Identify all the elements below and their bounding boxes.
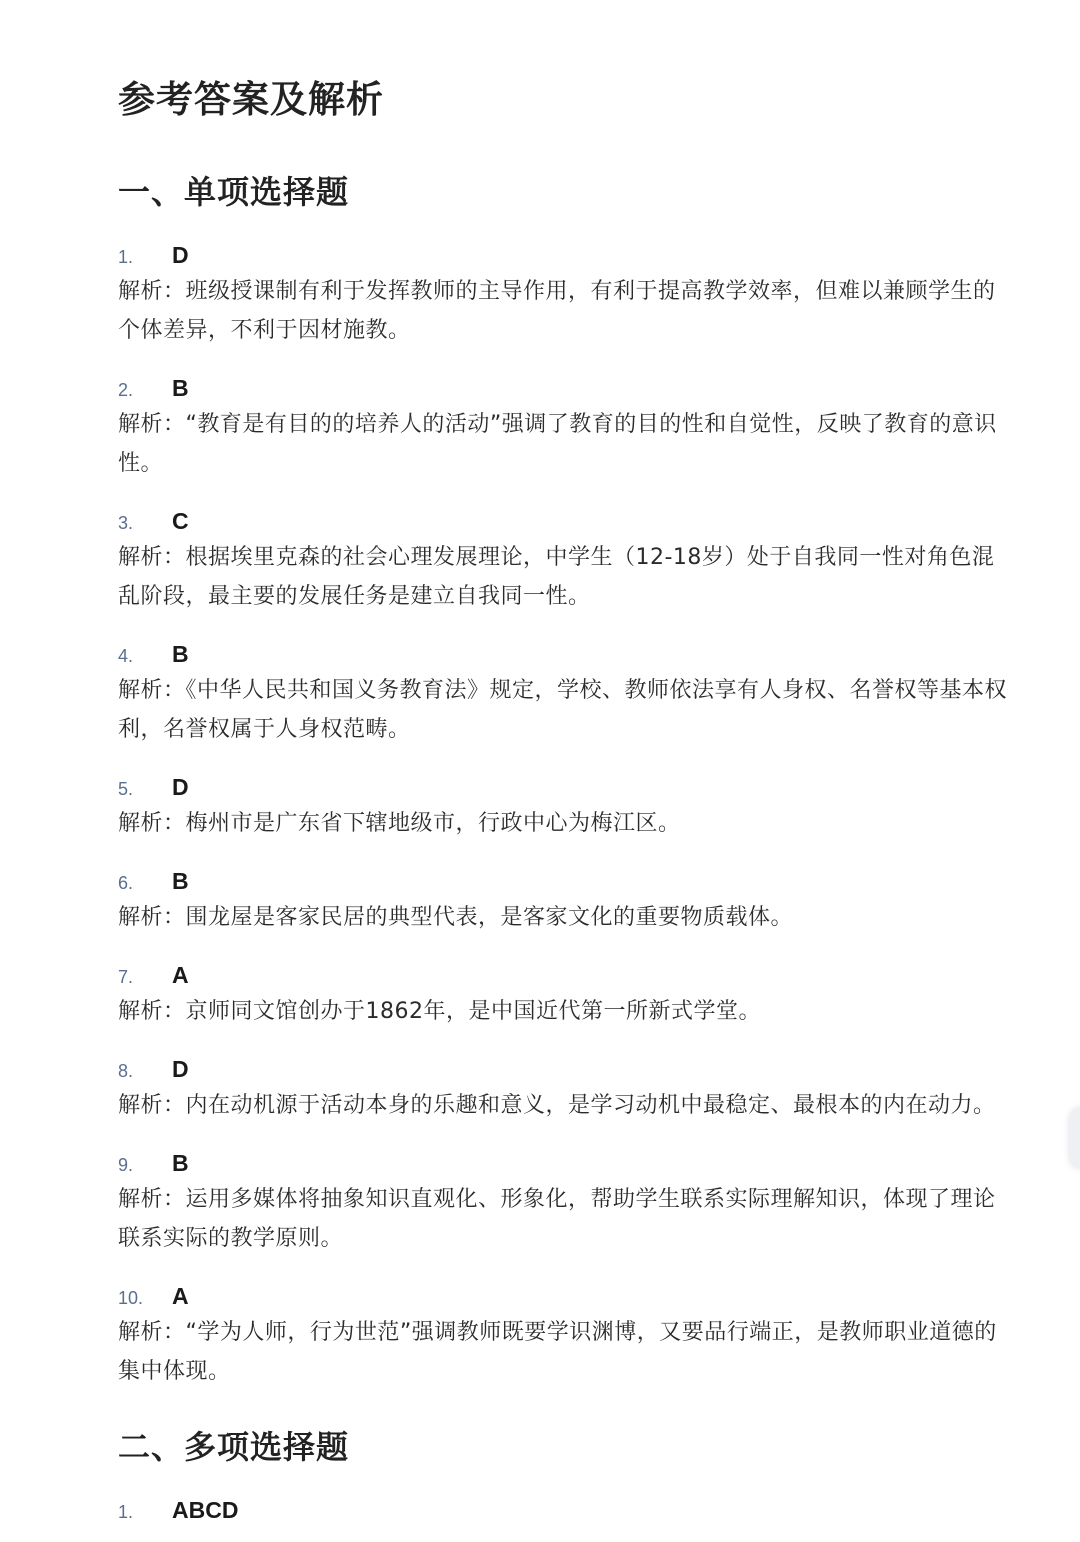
question-answer: ABCD (172, 1497, 239, 1523)
question-number: 5. (118, 779, 134, 799)
question-explanation: 解析：《中华人民共和国义务教育法》规定，学校、教师依法享有人身权、名誉权等基本权利，名誉权属于人身权范畴。 (118, 678, 1008, 742)
question-answer: A (172, 1283, 189, 1309)
question-header (118, 367, 1008, 403)
question-answer: A (172, 962, 189, 988)
question-item (118, 367, 1008, 483)
question-item (118, 234, 1008, 350)
multiple-choice-list (118, 1489, 1008, 1525)
question-header (118, 500, 1008, 536)
question-number: 9. (118, 1155, 134, 1175)
question-item (118, 954, 1008, 1031)
question-header (118, 1489, 1008, 1525)
question-header (118, 860, 1008, 896)
question-header (118, 1275, 1008, 1311)
question-item (118, 860, 1008, 937)
question-explanation: 解析：根据埃里克森的社会心理发展理论，中学生（12-18岁）处于自我同一性对角色混乱阶段，最主要的发展任务是建立自我同一性。 (118, 545, 995, 609)
question-explanation: 解析：内在动机源于活动本身的乐趣和意义，是学习动机中最稳定、最根本的内在动力。 (118, 1093, 996, 1118)
question-answer: B (172, 868, 189, 894)
question-number: 8. (118, 1061, 134, 1081)
question-item (118, 633, 1008, 749)
question-item (118, 766, 1008, 843)
section-title-single-choice: 一、单项选择题 (118, 173, 350, 211)
single-choice-list (118, 234, 1008, 1391)
question-number: 2. (118, 380, 134, 400)
question-item (118, 1048, 1008, 1125)
question-item (118, 1489, 1008, 1525)
question-number: 6. (118, 873, 134, 893)
question-answer: D (172, 774, 189, 800)
question-number: 7. (118, 967, 134, 987)
question-number: 10. (118, 1288, 144, 1308)
question-header (118, 1048, 1008, 1084)
question-explanation: 解析：京师同文馆创办于1862年，是中国近代第一所新式学堂。 (118, 999, 761, 1024)
question-item (118, 1275, 1008, 1391)
question-answer: B (172, 1150, 189, 1176)
question-number: 4. (118, 646, 134, 666)
question-explanation: 解析：围龙屋是客家民居的典型代表，是客家文化的重要物质载体。 (118, 905, 794, 930)
question-header (118, 766, 1008, 802)
question-item (118, 1142, 1008, 1258)
question-header (118, 1142, 1008, 1178)
question-answer: B (172, 375, 189, 401)
question-explanation: 解析：运用多媒体将抽象知识直观化、形象化，帮助学生联系实际理解知识，体现了理论联系实际的教学原则。 (118, 1187, 996, 1251)
scroll-handle[interactable] (1070, 1108, 1080, 1168)
question-answer: D (172, 242, 189, 268)
question-header (118, 954, 1008, 990)
question-answer: C (172, 508, 189, 534)
question-explanation: 解析：班级授课制有利于发挥教师的主导作用，有利于提高教学效率，但难以兼顾学生的个体差异，不利于因材施教。 (118, 279, 996, 343)
question-item (118, 500, 1008, 616)
question-header (118, 633, 1008, 669)
question-number: 1. (118, 1502, 134, 1522)
question-number: 3. (118, 513, 134, 533)
question-explanation: 解析：“学为人师，行为世范”强调教师既要学识渊博，又要品行端正，是教师职业道德的集中体现。 (118, 1320, 997, 1384)
document-title: 参考答案及解析 (118, 78, 384, 121)
question-explanation: 解析：“教育是有目的的培养人的活动”强调了教育的目的性和自觉性，反映了教育的意识性。 (118, 412, 997, 476)
document (118, 70, 1008, 1542)
question-answer: D (172, 1056, 189, 1082)
question-answer: B (172, 641, 189, 667)
question-header (118, 234, 1008, 270)
question-explanation: 解析：梅州市是广东省下辖地级市，行政中心为梅江区。 (118, 811, 681, 836)
question-number: 1. (118, 247, 134, 267)
section-title-multiple-choice: 二、多项选择题 (118, 1428, 350, 1466)
